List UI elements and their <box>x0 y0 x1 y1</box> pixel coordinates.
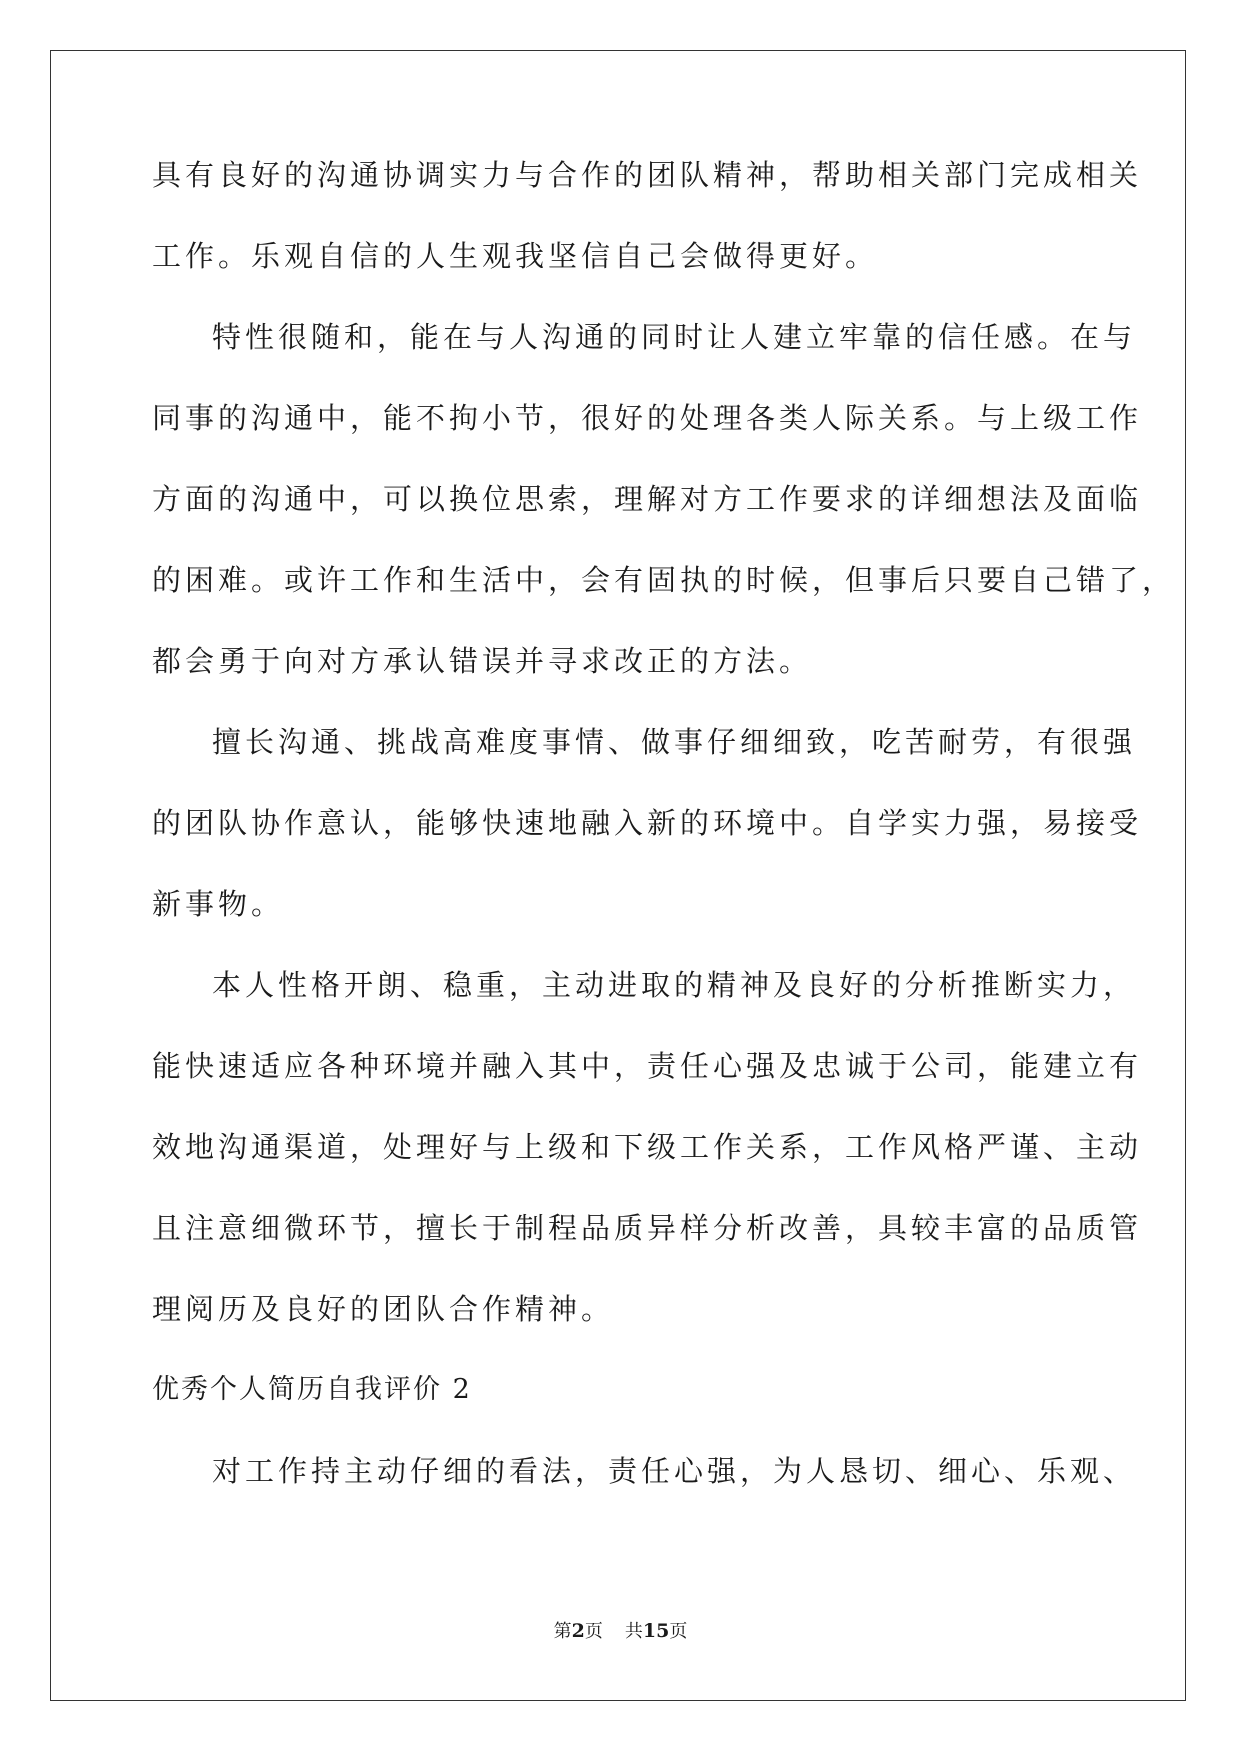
footer-total-suffix: 页 <box>669 1621 688 1642</box>
text-line: 能快速适应各种环境并融入其中，责任心强及忠诚于公司，能建立有 <box>152 1049 1143 1083</box>
footer-page-suffix: 页 <box>584 1621 603 1642</box>
text-line: 且注意细微环节，擅长于制程品质异样分析改善，具较丰富的品质管 <box>152 1211 1143 1245</box>
text-line: 新事物。 <box>152 887 285 921</box>
footer-page-number: 2 <box>571 1620 585 1642</box>
text-line: 同事的沟通中，能不拘小节，很好的处理各类人际关系。与上级工作 <box>152 401 1143 435</box>
text-line: 都会勇于向对方承认错误并寻求改正的方法。 <box>152 644 813 678</box>
text-line: 对工作持主动仔细的看法，责任心强，为人恳切、细心、乐观、 <box>212 1454 1137 1488</box>
footer-total-prefix: 共 <box>624 1621 643 1642</box>
document-body <box>152 158 1176 1537</box>
text-line: 擅长沟通、挑战高难度事情、做事仔细细致，吃苦耐劳，有很强 <box>212 725 1137 759</box>
text-line: 方面的沟通中，可以换位思索，理解对方工作要求的详细想法及面临 <box>152 482 1143 516</box>
text-line: 效地沟通渠道，处理好与上级和下级工作关系，工作风格严谨、主动 <box>152 1130 1143 1164</box>
page-footer <box>0 1620 1241 1643</box>
text-line: 理阅历及良好的团队合作精神。 <box>152 1292 615 1326</box>
text-line: 特性很随和，能在与人沟通的同时让人建立牢靠的信任感。在与 <box>212 320 1137 354</box>
section-heading: 优秀个人简历自我评价 2 <box>152 1374 472 1405</box>
text-line: 本人性格开朗、稳重，主动进取的精神及良好的分析推断实力， <box>212 968 1137 1002</box>
text-line: 具有良好的沟通协调实力与合作的团队精神，帮助相关部门完成相关 <box>152 158 1143 192</box>
text-line: 工作。乐观自信的人生观我坚信自己会做得更好。 <box>152 239 879 273</box>
text-line: 的团队协作意认，能够快速地融入新的环境中。自学实力强，易接受 <box>152 806 1143 840</box>
text-line: 的困难。或许工作和生活中，会有固执的时候，但事后只要自己错了， <box>152 563 1176 597</box>
footer-prefix: 第 <box>553 1621 572 1642</box>
footer-total-pages: 15 <box>642 1620 670 1642</box>
